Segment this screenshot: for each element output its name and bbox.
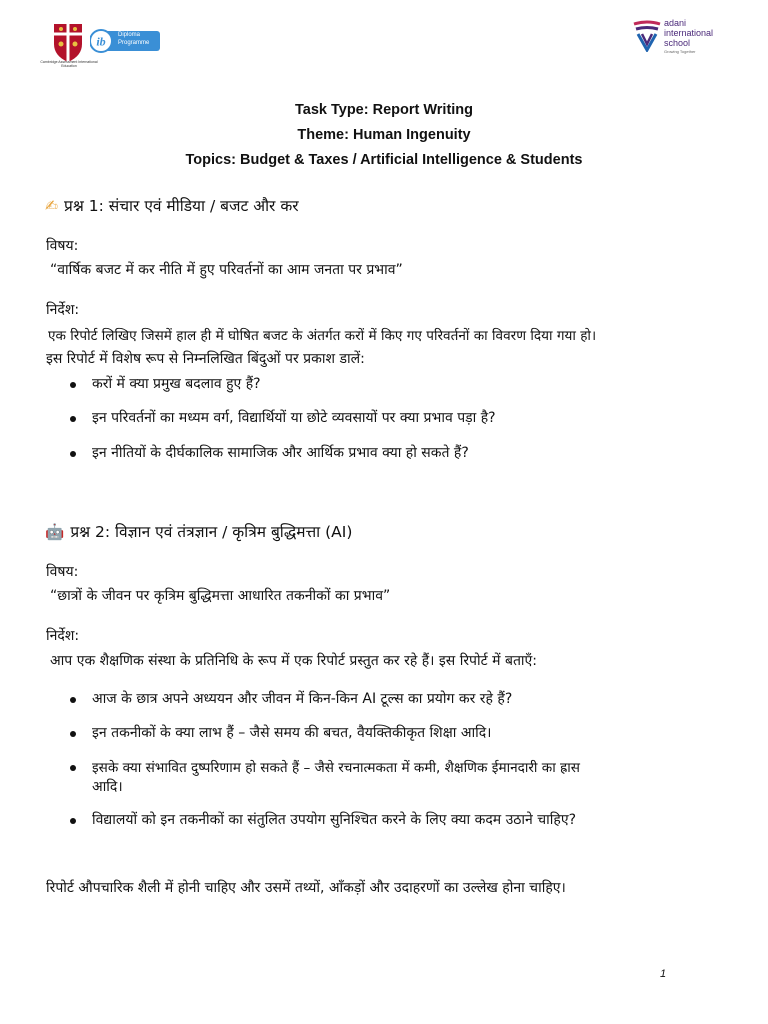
adani-logo-line3: school <box>664 38 691 48</box>
adani-logo-tagline: Growing Together <box>664 49 696 54</box>
q1-instruction-label: निर्देश: <box>46 302 80 318</box>
q1-instruction-line1: एक रिपोर्ट लिखिए जिसमें हाल ही में घोषित बजट के अंतर्गत करों में किए गए परिवर्तनों का विवरण दिया गया हो। <box>48 328 597 344</box>
adani-logo <box>632 20 662 52</box>
writing-hand-icon: ✍ <box>45 197 58 215</box>
bullet-dot <box>70 818 76 824</box>
q1-instruction-line2: इस रिपोर्ट में विशेष रूप से निम्नलिखित बिंदुओं पर प्रकाश डालें: <box>46 351 365 367</box>
q1-subject-text: “वार्षिक बजट में कर नीति में हुए परिवर्तनों का आम जनता पर प्रभाव” <box>50 262 403 278</box>
q1-bullet-2: इन परिवर्तनों का मध्यम वर्ग, विद्यार्थियों या छोटे व्यवसायों पर क्या प्रभाव पड़ा है? <box>92 410 496 426</box>
bullet-dot <box>70 731 76 737</box>
adani-logo-line1: adani <box>664 18 687 28</box>
ib-logo-text: Diploma Programme <box>118 32 150 46</box>
q2-instruction-line1: आप एक शैक्षणिक संस्था के प्रतिनिधि के रूप में एक रिपोर्ट प्रस्तुत कर रहे हैं। इस रिपोर्ट में बताएँ: <box>50 653 538 669</box>
q2-bullet-3: इसके क्या संभावित दुष्परिणाम हो सकते हैं – जैसे रचनात्मकता में कमी, शैक्षणिक ईमानदारी का ह्रास <box>92 760 580 776</box>
q2-instruction-label: निर्देश: <box>46 628 80 644</box>
page-number: 1 <box>660 968 667 980</box>
adani-logo-line2: international <box>664 28 714 38</box>
q2-subject-label: विषय: <box>46 564 79 580</box>
q1-bullet-1: करों में क्या प्रमुख बदलाव हुए हैं? <box>92 376 261 392</box>
bullet-dot <box>70 451 76 457</box>
q1-subject-label: विषय: <box>46 238 79 254</box>
robot-icon: 🤖 <box>45 523 65 541</box>
q2-heading-text: प्रश्न 2: विज्ञान एवं तंत्रज्ञान / कृत्रिम बुद्धिमत्ता (AI) <box>70 523 353 541</box>
bullet-dot <box>70 382 76 388</box>
q2-bullet-2: इन तकनीकों के क्या लाभ हैं – जैसे समय की बचत, वैयक्तिकीकृत शिक्षा आदि। <box>92 725 492 741</box>
theme-title: Theme: Human Ingenuity <box>297 127 471 143</box>
bullet-dot <box>70 416 76 422</box>
q2-bullet-1: आज के छात्र अपने अध्ययन और जीवन में किन-किन AI टूल्स का प्रयोग कर रहे हैं? <box>92 691 513 707</box>
q1-heading <box>45 194 299 216</box>
bullet-dot <box>70 697 76 703</box>
closing-paragraph: रिपोर्ट औपचारिक शैली में होनी चाहिए और उसमें तथ्यों, आँकड़ों और उदाहरणों का उल्लेख होना चाहिए। <box>46 880 566 896</box>
q2-bullet-4: विद्यालयों को इन तकनीकों का संतुलित उपयोग सुनिश्चित करने के लिए क्या कदम उठाने चाहिए? <box>92 812 577 828</box>
topics-title: Topics: Budget & Taxes / Artificial Intelligence & Students <box>185 152 583 168</box>
q2-bullet-3-continuation: आदि। <box>92 779 123 795</box>
bullet-dot <box>70 765 76 771</box>
q1-bullet-3: इन नीतियों के दीर्घकालिक सामाजिक और आर्थिक प्रभाव क्या हो सकते हैं? <box>92 445 469 461</box>
q2-subject-text: “छात्रों के जीवन पर कृत्रिम बुद्धिमत्ता आधारित तकनीकों का प्रभाव” <box>50 588 391 604</box>
svg-text:ib: ib <box>96 34 106 49</box>
task-type-title: Task Type: Report Writing <box>294 102 474 118</box>
q2-heading <box>45 520 352 542</box>
q1-heading-text: प्रश्न 1: संचार एवं मीडिया / बजट और कर <box>64 197 299 215</box>
cambridge-logo-text: Cambridge Assessment International Education <box>40 60 98 68</box>
